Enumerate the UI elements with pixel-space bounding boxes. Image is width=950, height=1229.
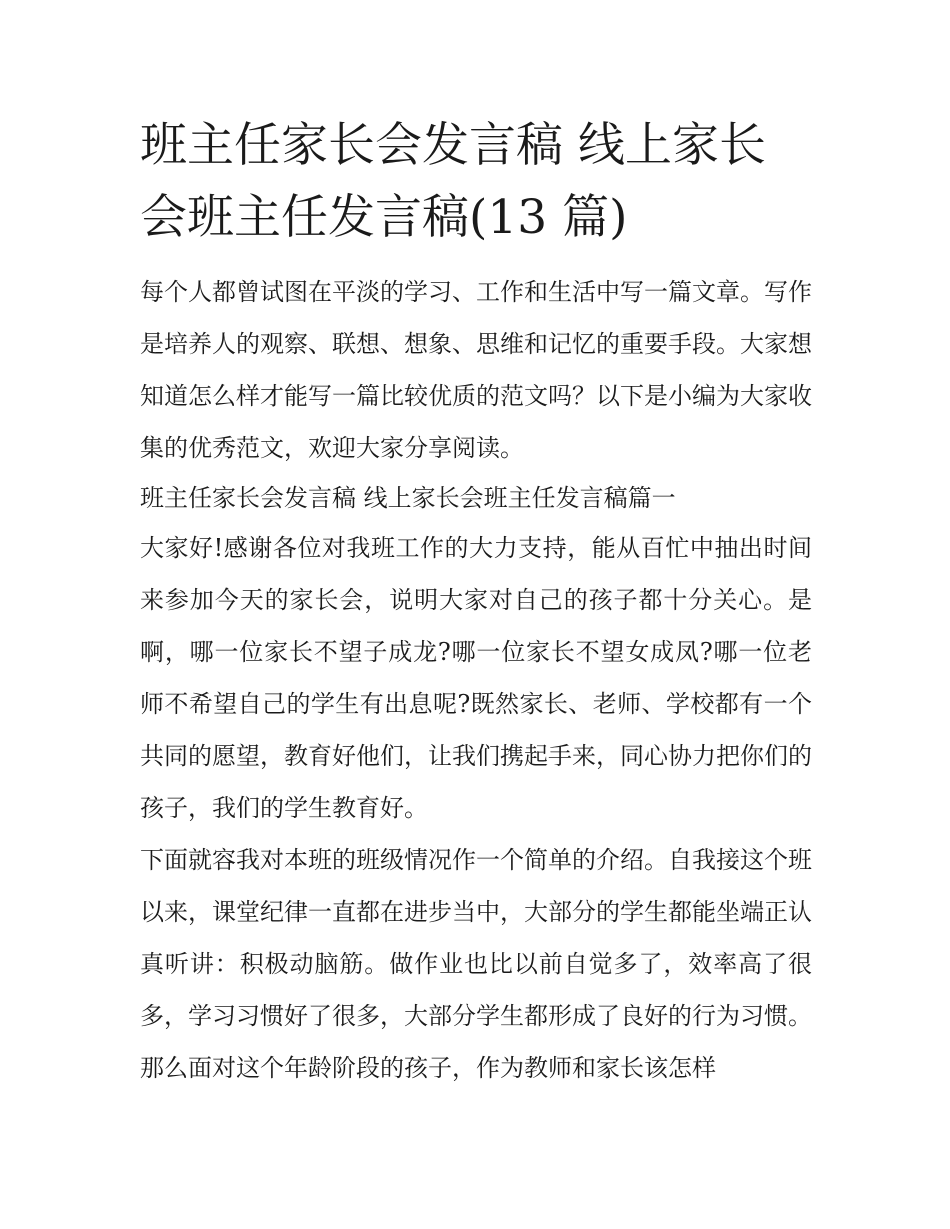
section-heading: 班主任家长会发言稿 线上家长会班主任发言稿篇一 [140, 484, 676, 512]
document-title: 班主任家长会发言稿 线上家长会班主任发言稿(13 篇) [140, 118, 766, 245]
body-paragraph: 大家好!感谢各位对我班工作的大力支持，能从百忙中抽出时间来参加今天的家长会，说明大家对自己的孩子都十分关心。是啊，哪一位家长不望子成龙?哪一位家长不望女成凤?哪一位老师不希望自己的学生有出息呢?既然家长、老师、学校都有一个共同的愿望，教育好他们，让我们携起手来，同心协力把你们的孩子，我们的学生教育好。 [140, 534, 812, 822]
intro-paragraph: 每个人都曾试图在平淡的学习、工作和生活中写一篇文章。写作是培养人的观察、联想、想象、思维和记忆的重要手段。大家想知道怎么样才能写一篇比较优质的范文吗？以下是小编为大家收集的优秀范文，欢迎大家分享阅读。 [140, 278, 812, 462]
document-page [140, 110, 812, 1094]
body-paragraph: 下面就容我对本班的班级情况作一个简单的介绍。自我接这个班以来，课堂纪律一直都在进步当中，大部分的学生都能坐端正认真听讲：积极动脑筋。做作业也比以前自觉多了，效率高了很多，学习习惯好了很多，大部分学生都形成了良好的行为习惯。那么面对这个年龄阶段的孩子，作为教师和家长该怎样 [140, 846, 812, 1082]
